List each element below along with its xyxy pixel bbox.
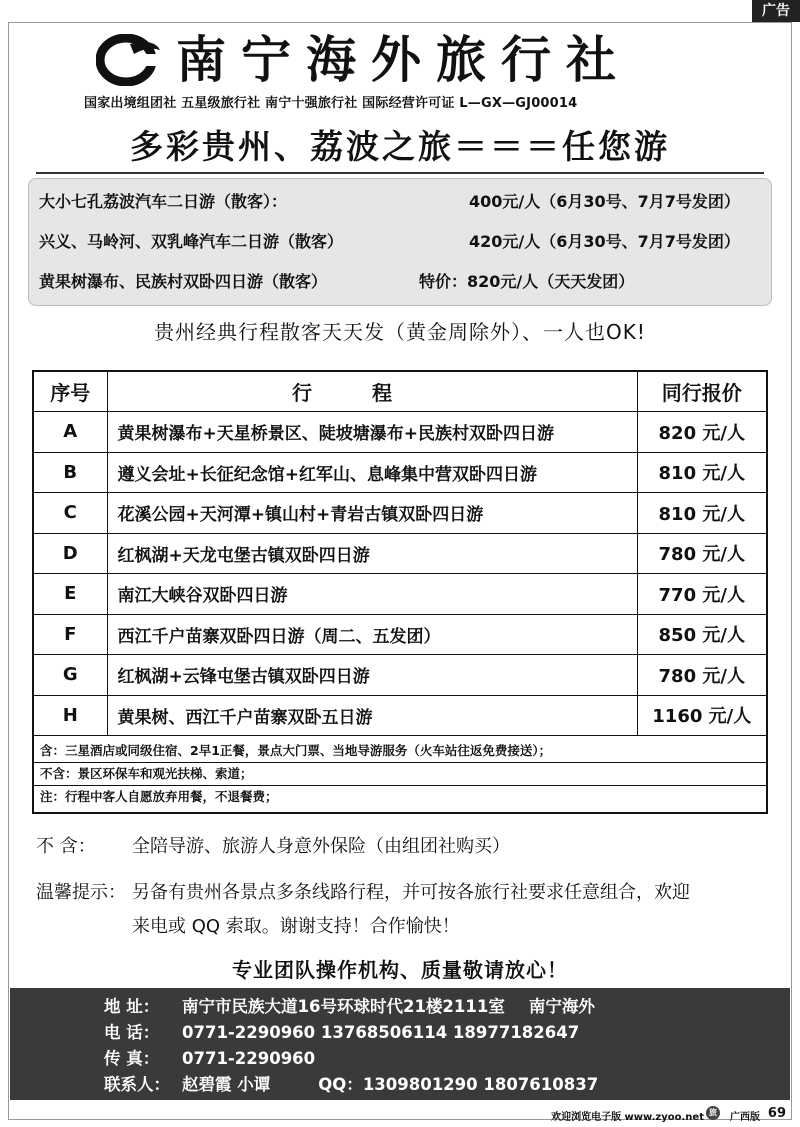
contact-address-row [104, 994, 595, 1020]
page-number: 69 [767, 1106, 786, 1121]
offer-name: 兴义、马岭河、双乳峰汽车二日游（散客） [39, 232, 344, 251]
footer [0, 1104, 800, 1124]
company-name: 南宁海外旅行社 [176, 30, 631, 89]
route-price: 780 元/人 [637, 533, 767, 574]
route-description: 黄果树瀑布+天星桥景区、陡坡塘瀑布+民族村双卧四日游 [107, 412, 637, 453]
swoosh-logo-icon [96, 34, 162, 86]
fax-label: 传 真： [104, 1049, 160, 1068]
route-price: 810 元/人 [637, 493, 767, 534]
contact-person-row [104, 1072, 598, 1098]
table-notes [33, 736, 767, 814]
ad-tag: 广告 [752, 0, 800, 22]
table-row [33, 655, 767, 696]
table-header-row [33, 371, 767, 412]
table-row [33, 574, 767, 615]
slogan: 专业团队操作机构、质量敬请放心！ [232, 958, 568, 982]
offer-row [39, 187, 763, 217]
route-price: 1160 元/人 [637, 695, 767, 736]
itinerary-table [32, 370, 768, 814]
table-row [33, 695, 767, 736]
route-code: E [33, 574, 107, 615]
address-text: 南宁市民族大道16号环球时代21楼2111室 [182, 997, 505, 1016]
offer-price: 420元/人（6月30号、7月7号发团） [469, 232, 740, 251]
divider [36, 172, 764, 174]
reminder-label: 温馨提示： [36, 882, 126, 903]
column-header-price: 同行报价 [637, 371, 767, 412]
daily-note: 贵州经典行程散客天天发（黄金周除外）、一人也OK! [154, 320, 646, 344]
table-row [33, 493, 767, 534]
note-meals: 注：行程中客人自愿放弃用餐，不退餐费； [40, 789, 278, 804]
person-label: 联系人： [104, 1075, 170, 1094]
table-row [33, 452, 767, 493]
route-description: 红枫湖+云锋屯堡古镇双卧四日游 [107, 655, 637, 696]
route-price: 850 元/人 [637, 614, 767, 655]
tour-title: 多彩贵州、荔波之旅＝＝＝任您游 [130, 127, 670, 166]
offer-row [39, 267, 763, 297]
header [0, 30, 800, 92]
offer-price: 400元/人（6月30号、7月7号发团） [469, 192, 740, 211]
reminder-line1: 另备有贵州各景点多条线路行程，并可按各旅行社要求任意组合，欢迎 [132, 882, 690, 903]
excluded-section [36, 832, 510, 858]
route-code: B [33, 452, 107, 493]
column-header-code: 序号 [33, 371, 107, 412]
fax-number: 0771-2290960 [182, 1049, 316, 1068]
route-code: F [33, 614, 107, 655]
excluded-text: 全陪导游、旅游人身意外保险（由组团社购买） [132, 836, 510, 857]
table-row [33, 412, 767, 453]
contact-bar [10, 988, 790, 1100]
offer-row [39, 227, 763, 257]
offer-price: 特价：820元/人（天天发团） [419, 272, 635, 291]
qq-numbers: 1309801290 1807610837 [362, 1075, 599, 1094]
route-price: 780 元/人 [637, 655, 767, 696]
badge-icon: 旅 [706, 1106, 720, 1120]
route-description: 红枫湖+天龙屯堡古镇双卧四日游 [107, 533, 637, 574]
route-price: 820 元/人 [637, 412, 767, 453]
credentials: 国家出境组团社 五星级旅行社 南宁十强旅行社 国际经营许可证 L—GX—GJ00014 [84, 96, 578, 111]
person-names: 赵碧霞 小谭 [182, 1075, 271, 1094]
phone-label: 电 话： [104, 1023, 160, 1042]
qq-label: QQ： [318, 1075, 363, 1094]
phone-numbers: 0771-2290960 13768506114 18977182647 [182, 1023, 580, 1042]
route-code: A [33, 412, 107, 453]
note-excluded: 不含：景区环保车和观光扶梯、索道； [34, 763, 766, 786]
table-row [33, 614, 767, 655]
brand-text: 南宁海外 [528, 997, 595, 1016]
reminder-line2: 来电或 QQ 索取。谢谢支持！合作愉快！ [132, 916, 460, 937]
contact-phone-row [104, 1020, 579, 1046]
route-description: 黄果树、西江千户苗寨双卧五日游 [107, 695, 637, 736]
footer-edition: 广西版 [730, 1112, 760, 1123]
route-description: 西江千户苗寨双卧四日游（周二、五发团） [107, 614, 637, 655]
route-description: 遵义会址+长征纪念馆+红军山、息峰集中营双卧四日游 [107, 452, 637, 493]
route-code: D [33, 533, 107, 574]
table-notes-row [33, 736, 767, 814]
route-code: H [33, 695, 107, 736]
contact-fax-row [104, 1046, 315, 1072]
footer-website: 欢迎浏览电子版 www.zyoo.net [551, 1112, 704, 1123]
reminder-section [36, 876, 690, 944]
offer-name: 大小七孔荔波汽车二日游（散客）： [39, 192, 288, 211]
address-label: 地 址： [104, 997, 160, 1016]
route-price: 770 元/人 [637, 574, 767, 615]
route-description: 花溪公园+天河潭+镇山村+青岩古镇双卧四日游 [107, 493, 637, 534]
excluded-label: 不 含： [36, 836, 96, 857]
table-row [33, 533, 767, 574]
offer-name: 黄果树瀑布、民族村双卧四日游（散客） [39, 272, 328, 291]
route-description: 南江大峡谷双卧四日游 [107, 574, 637, 615]
offers-box [28, 178, 772, 306]
route-code: C [33, 493, 107, 534]
route-code: G [33, 655, 107, 696]
column-header-route: 行程 [107, 371, 637, 412]
route-price: 810 元/人 [637, 452, 767, 493]
note-included: 含：三星酒店或同级住宿、2早1正餐，景点大门票、当地导游服务（火车站往返免费接送）； [34, 740, 766, 763]
